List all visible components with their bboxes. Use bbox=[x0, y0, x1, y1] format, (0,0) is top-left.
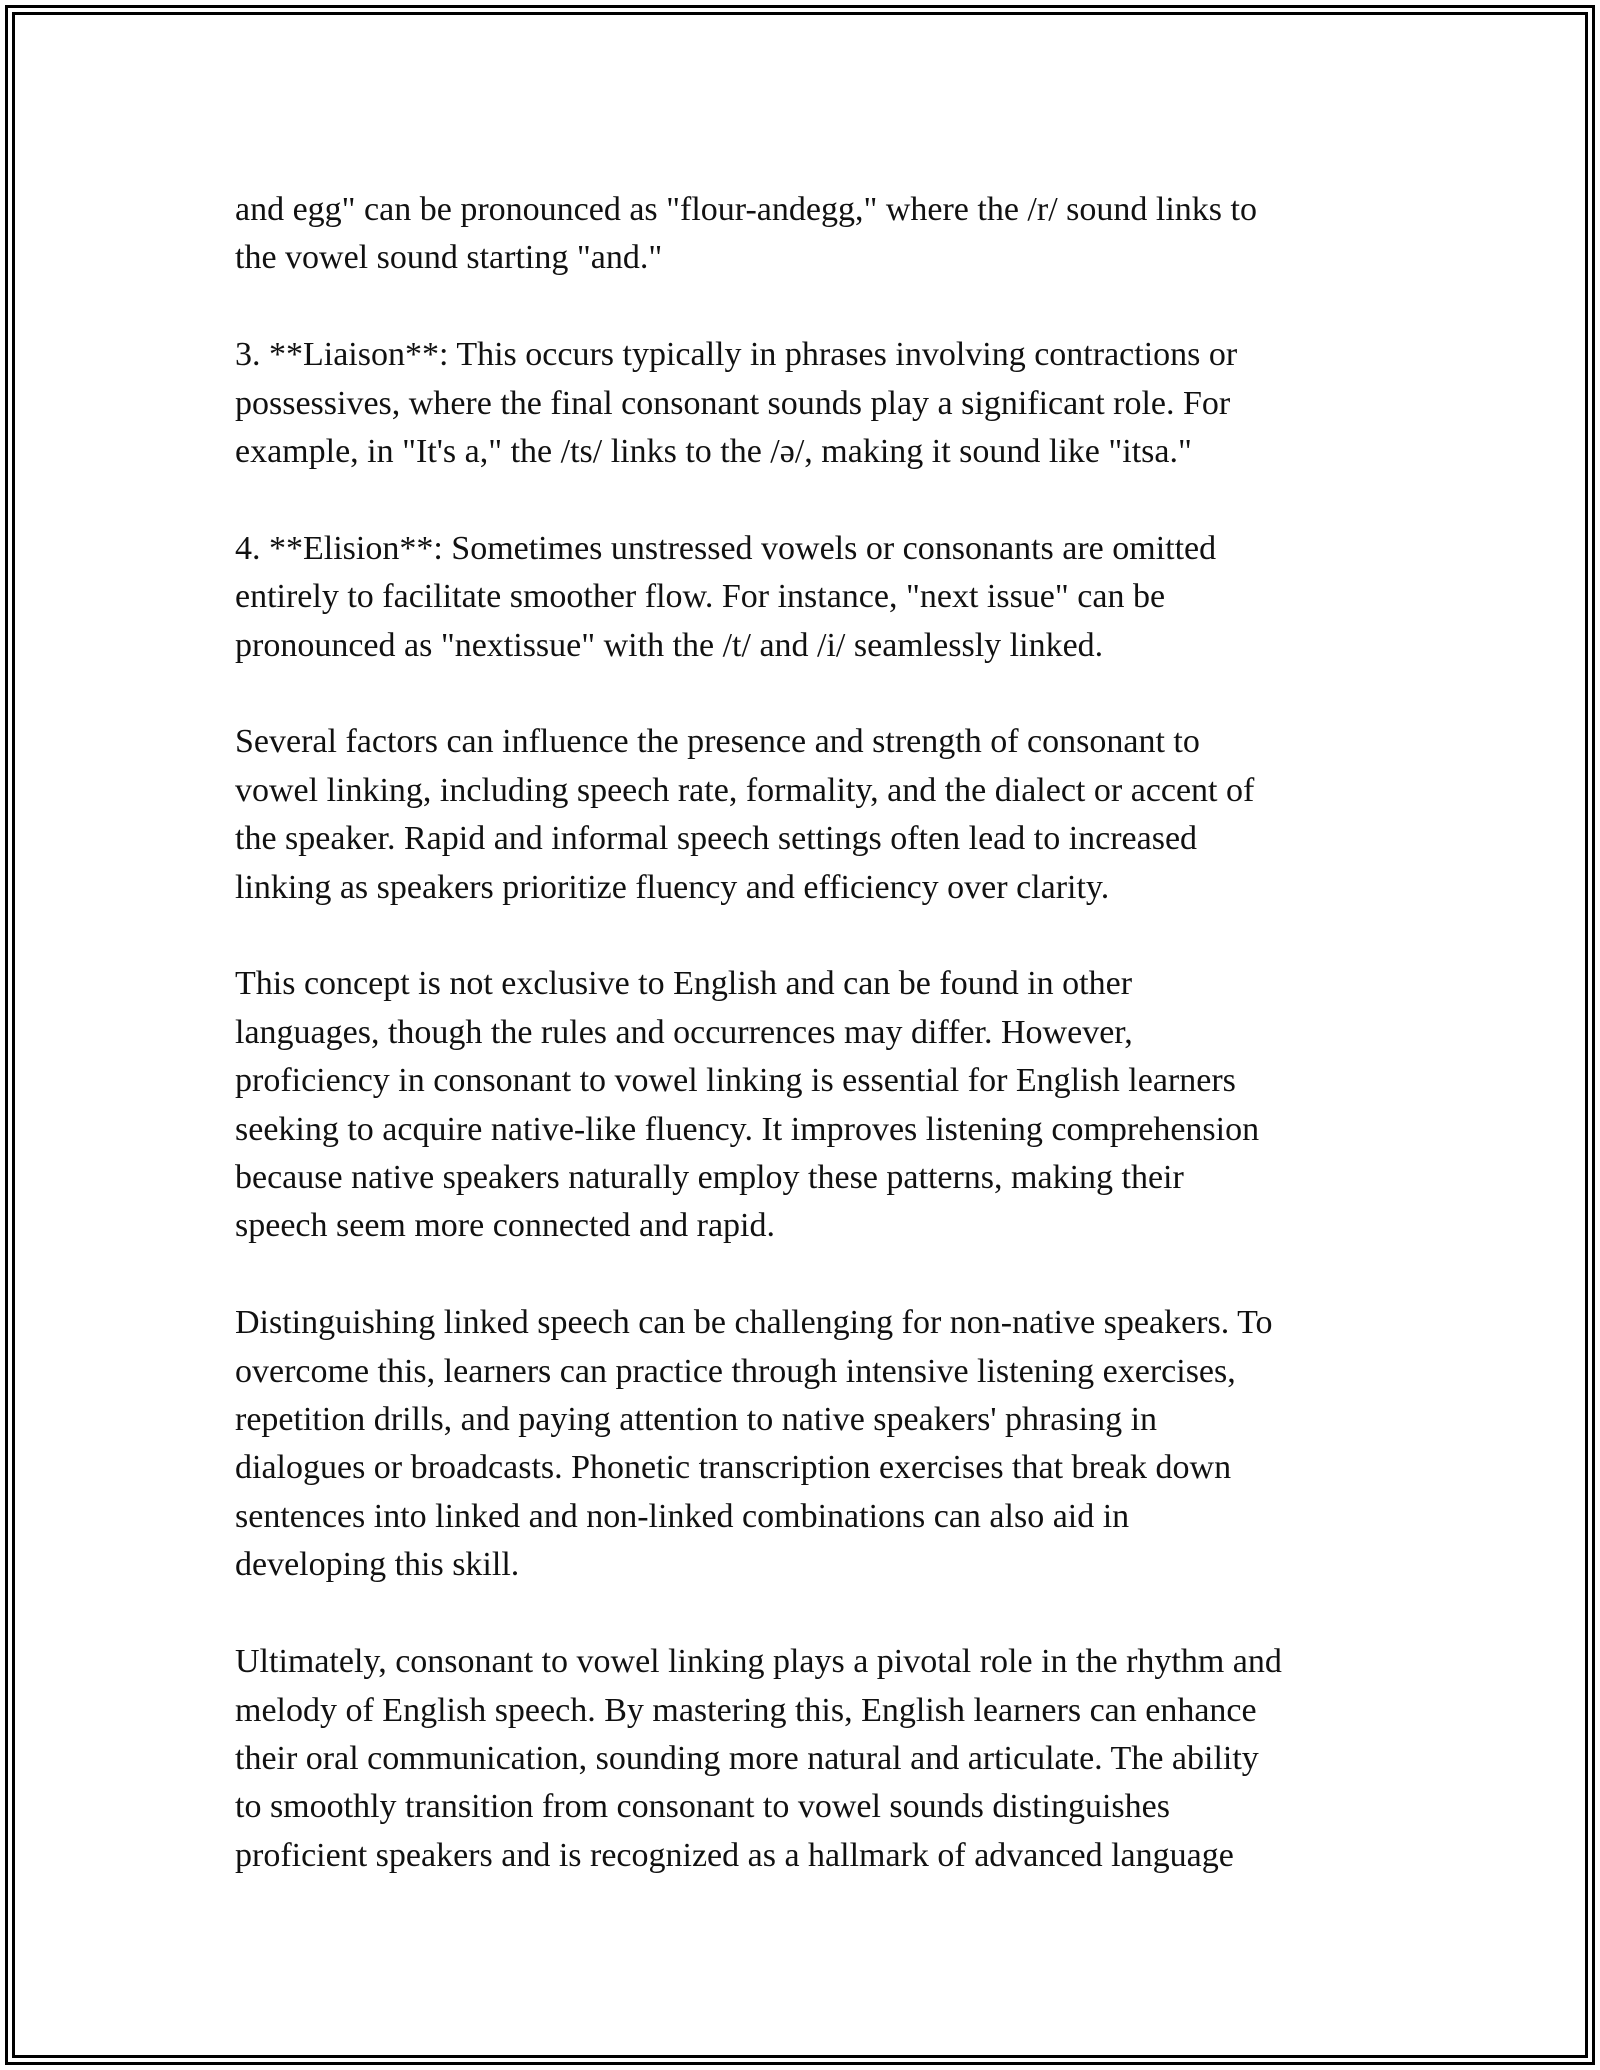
text-line: seeking to acquire native-like fluency. It improves listening comprehension bbox=[235, 1110, 1260, 1148]
text-line: overcome this, learners can practice through intensive listening exercises, bbox=[235, 1352, 1236, 1390]
text-line: proficiency in consonant to vowel linking is essential for English learners bbox=[235, 1062, 1236, 1100]
text-line: Several factors can influence the presence and strength of consonant to bbox=[235, 723, 1200, 761]
paragraph-liaison bbox=[235, 331, 1385, 476]
text-line: languages, though the rules and occurrences may differ. However, bbox=[235, 1013, 1133, 1051]
text-line: repetition drills, and paying attention to native speakers' phrasing in bbox=[235, 1401, 1158, 1439]
text-line: because native speakers naturally employ these patterns, making their bbox=[235, 1159, 1184, 1197]
text-line: melody of English speech. By mastering this, English learners can enhance bbox=[235, 1691, 1257, 1729]
text-line: dialogues or broadcasts. Phonetic transcription exercises that break down bbox=[235, 1449, 1232, 1487]
text-line: linking as speakers prioritize fluency and efficiency over clarity. bbox=[235, 868, 1110, 906]
text-line: and egg" can be pronounced as "flour-andegg," where the /r/ sound links to bbox=[235, 191, 1257, 228]
text-line: Distinguishing linked speech can be challenging for non-native speakers. To bbox=[235, 1304, 1273, 1342]
text-line: 3. **Liaison**: This occurs typically in phrases involving contractions or bbox=[235, 336, 1238, 374]
paragraph-linking-example bbox=[235, 186, 1385, 283]
paragraph-challenges bbox=[235, 1299, 1385, 1589]
text-line: 4. **Elision**: Sometimes unstressed vowels or consonants are omitted bbox=[235, 529, 1217, 567]
document-body bbox=[235, 186, 1385, 1929]
paragraph-elision bbox=[235, 525, 1385, 670]
text-line: vowel linking, including speech rate, formality, and the dialect or accent of bbox=[235, 771, 1255, 809]
text-line: pronounced as "nextissue" with the /t/ and /i/ seamlessly linked. bbox=[235, 626, 1104, 664]
text-line: possessives, where the final consonant sounds play a significant role. For bbox=[235, 384, 1231, 422]
text-line: developing this skill. bbox=[235, 1546, 520, 1584]
text-line: proficient speakers and is recognized as a hallmark of advanced language bbox=[235, 1836, 1234, 1874]
text-line: This concept is not exclusive to English and can be found in other bbox=[235, 965, 1133, 1003]
paragraph-factors bbox=[235, 718, 1385, 912]
text-line: Ultimately, consonant to vowel linking plays a pivotal role in the rhythm and bbox=[235, 1643, 1282, 1681]
text-line: sentences into linked and non-linked combinations can also aid in bbox=[235, 1497, 1130, 1535]
paragraph-conclusion bbox=[235, 1638, 1385, 1880]
text-line: speech seem more connected and rapid. bbox=[235, 1207, 775, 1245]
text-line: entirely to facilitate smoother flow. For instance, "next issue" can be bbox=[235, 578, 1166, 616]
paragraph-other-languages bbox=[235, 960, 1385, 1250]
text-line: the vowel sound starting "and." bbox=[235, 239, 663, 277]
text-line: to smoothly transition from consonant to vowel sounds distinguishes bbox=[235, 1788, 1170, 1826]
text-line: example, in "It's a," the /ts/ links to the /ə/, making it sound like "itsa." bbox=[235, 433, 1192, 471]
text-line: the speaker. Rapid and informal speech settings often lead to increased bbox=[235, 820, 1198, 858]
text-line: their oral communication, sounding more natural and articulate. The ability bbox=[235, 1739, 1259, 1777]
